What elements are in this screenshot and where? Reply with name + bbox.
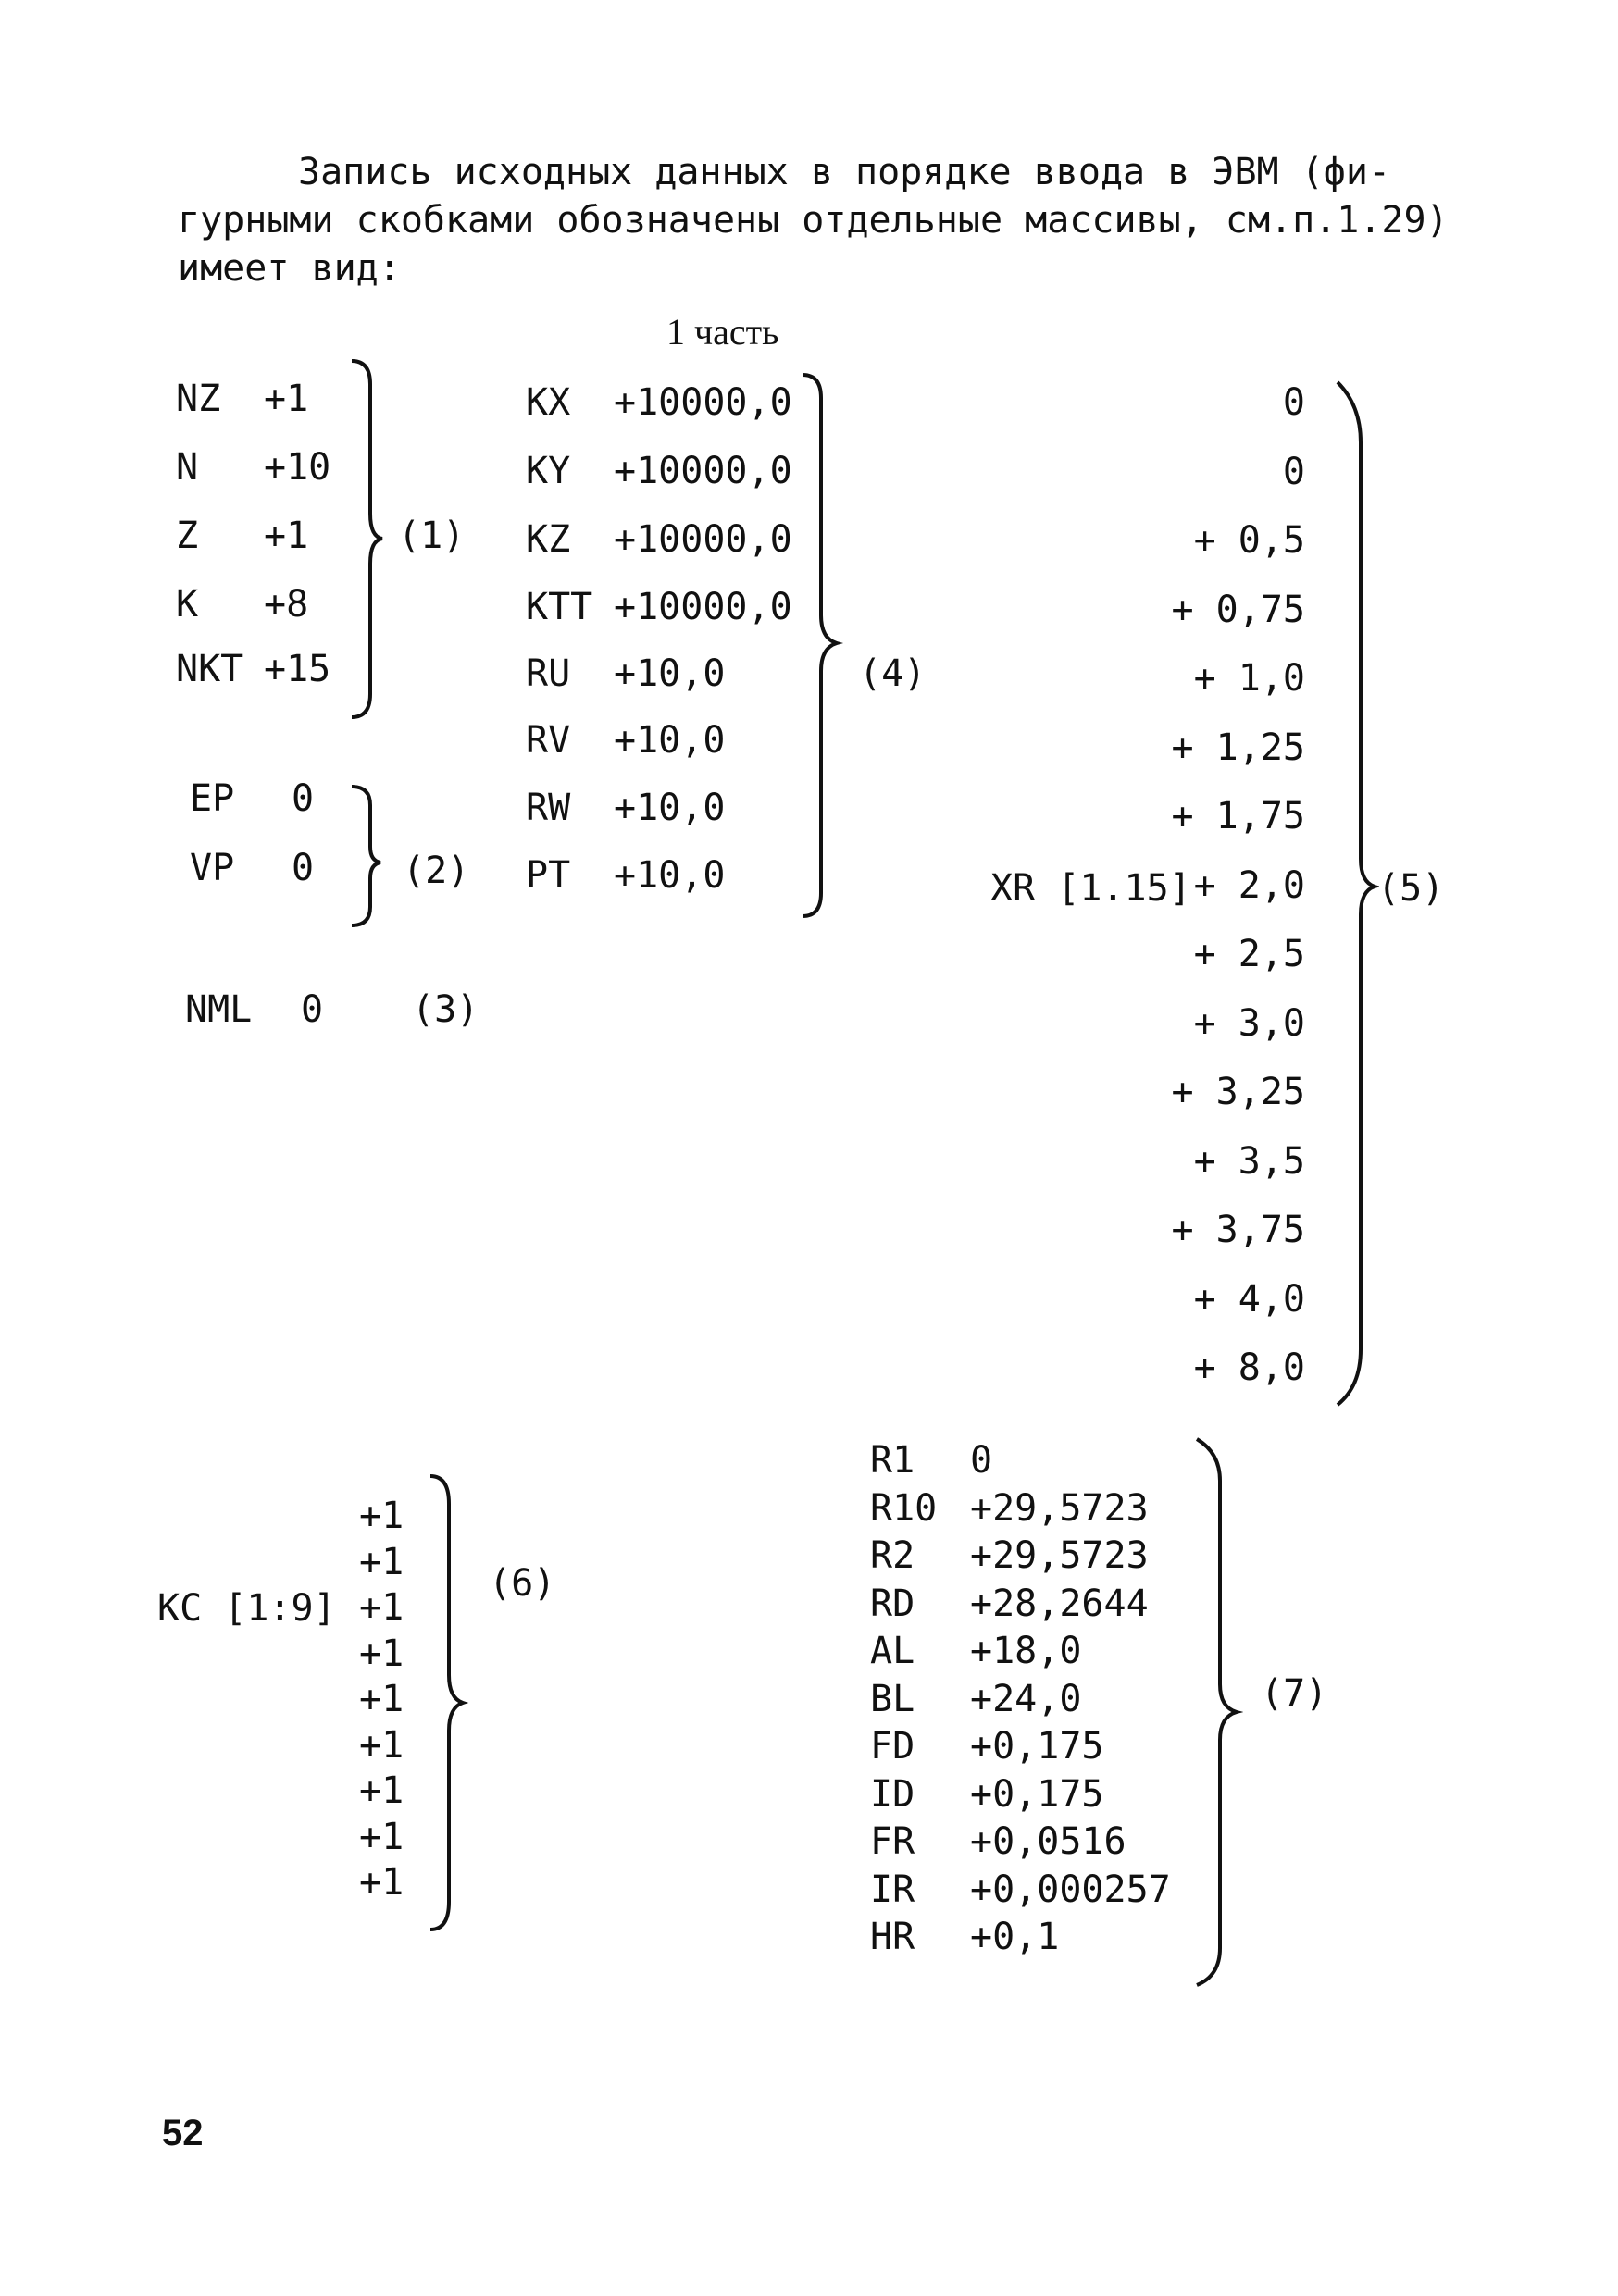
group5-value: + 3,5: [1193, 1139, 1305, 1183]
group6-value: +1: [359, 1861, 404, 1904]
group6-label: (6): [489, 1562, 556, 1605]
group5-value: 0: [1282, 381, 1305, 424]
group4-row: RV +10,0: [526, 719, 726, 762]
group6-value: +1: [359, 1540, 404, 1583]
group7-row: [870, 1916, 1059, 1958]
group5-value: + 3,75: [1171, 1209, 1305, 1251]
group3-label: (3): [412, 988, 479, 1031]
group5-value: + 2,5: [1193, 933, 1305, 975]
group6-value: +1: [359, 1769, 404, 1812]
group4-row: KZ +10000,0: [526, 518, 792, 561]
group4-row: RW +10,0: [526, 787, 726, 829]
group1-row: N +10: [176, 446, 331, 489]
group1-row: NKT +15: [176, 648, 331, 690]
group5-value: + 0,5: [1193, 519, 1305, 562]
group4-brace: [798, 370, 844, 921]
group7-row-name: IR: [870, 1868, 915, 1911]
group5-value: + 2,0: [1193, 863, 1305, 907]
group4-label: (4): [859, 652, 927, 695]
group7-row: [870, 1820, 1126, 1863]
group6-value: +1: [359, 1632, 404, 1675]
group7-row-value: +0,0516: [970, 1820, 1126, 1863]
group5-label: (5): [1377, 867, 1445, 910]
intro-line: гурными скобками обозначены отдельные массивы, см.п.1.29): [178, 199, 1449, 242]
group5-value: 0: [1282, 450, 1305, 493]
group5-value: + 1,0: [1193, 657, 1305, 700]
group4-row: KX +10000,0: [526, 381, 792, 424]
group7-row-name: HR: [870, 1916, 915, 1958]
intro-line: Запись исходных данных в порядке ввода в ЭВМ (фи-: [298, 151, 1391, 193]
group7-row-value: +29,5723: [970, 1534, 1149, 1577]
group7-row-value: +0,000257: [970, 1868, 1171, 1911]
group7-label: (7): [1261, 1672, 1328, 1715]
group1-label: (1): [398, 515, 466, 557]
intro-line: имеет вид:: [178, 247, 401, 290]
group7-row: [870, 1678, 1081, 1720]
group7-row-name: RD: [870, 1582, 915, 1625]
group6-value: +1: [359, 1723, 404, 1767]
group7-row-value: +24,0: [970, 1677, 1082, 1720]
group7-row: [870, 1582, 1149, 1625]
group1-brace: [347, 356, 384, 722]
group5-value: + 0,75: [1171, 588, 1305, 631]
group2-brace: [347, 782, 384, 930]
group5-value: + 3,25: [1171, 1071, 1305, 1113]
group4-row: KTT +10000,0: [526, 586, 792, 628]
group7-row-name: R10: [870, 1486, 938, 1530]
group7-row: [870, 1773, 1104, 1816]
group7-row-value: +0,175: [970, 1772, 1104, 1816]
group7-row-value: +18,0: [970, 1630, 1082, 1672]
group6-brace: [426, 1471, 472, 1934]
group6-value: +1: [359, 1495, 404, 1537]
group6-value: +1: [359, 1586, 404, 1629]
intro-paragraph: [178, 148, 1511, 292]
group5-value: + 8,0: [1193, 1347, 1305, 1389]
group7-row-value: +29,5723: [970, 1486, 1149, 1530]
group6-array-name: KC [1:9]: [157, 1587, 336, 1630]
group4-row: RU +10,0: [526, 652, 726, 695]
group3-row: NML 0: [185, 988, 324, 1031]
group7-row-value: +28,2644: [970, 1582, 1149, 1625]
group7-row-name: FD: [870, 1725, 915, 1768]
group5-value: + 4,0: [1193, 1277, 1305, 1321]
group4-row: PT +10,0: [526, 854, 726, 897]
group7-brace: [1192, 1434, 1243, 1990]
group1-row: NZ +1: [176, 378, 309, 420]
group7-row-value: 0: [970, 1439, 993, 1482]
part-heading: 1 часть: [666, 311, 779, 353]
group1-row: Z +1: [176, 515, 309, 557]
group5-value: + 3,0: [1193, 1001, 1305, 1045]
group7-row-name: R1: [870, 1439, 915, 1482]
group7-row: [870, 1868, 1171, 1911]
group7-row-name: BL: [870, 1677, 915, 1720]
group7-row-name: AL: [870, 1630, 915, 1672]
group2-row: VP 0: [190, 847, 315, 889]
group7-row-value: +0,175: [970, 1725, 1104, 1768]
group7-row-name: FR: [870, 1820, 915, 1863]
group7-row: [870, 1439, 992, 1482]
group6-value: +1: [359, 1815, 404, 1858]
group4-row: KY +10000,0: [526, 450, 792, 492]
group7-row: [870, 1487, 1149, 1530]
group7-row-value: +0,1: [970, 1916, 1060, 1958]
group6-value: +1: [359, 1678, 404, 1720]
group5-value: + 1,25: [1171, 726, 1305, 769]
group5-value: + 1,75: [1171, 795, 1305, 838]
group7-row: [870, 1630, 1081, 1672]
group2-row: EP 0: [190, 777, 315, 820]
page-number: 52: [162, 2113, 204, 2153]
group5-brace: [1333, 378, 1379, 1409]
group7-row-name: R2: [870, 1534, 915, 1577]
group1-row: K +8: [176, 583, 309, 626]
group7-row-name: ID: [870, 1772, 915, 1816]
group5-array-name: XR [1.15]: [990, 867, 1191, 910]
group2-label: (2): [403, 850, 470, 892]
group7-row: [870, 1725, 1104, 1768]
group7-row: [870, 1534, 1149, 1577]
